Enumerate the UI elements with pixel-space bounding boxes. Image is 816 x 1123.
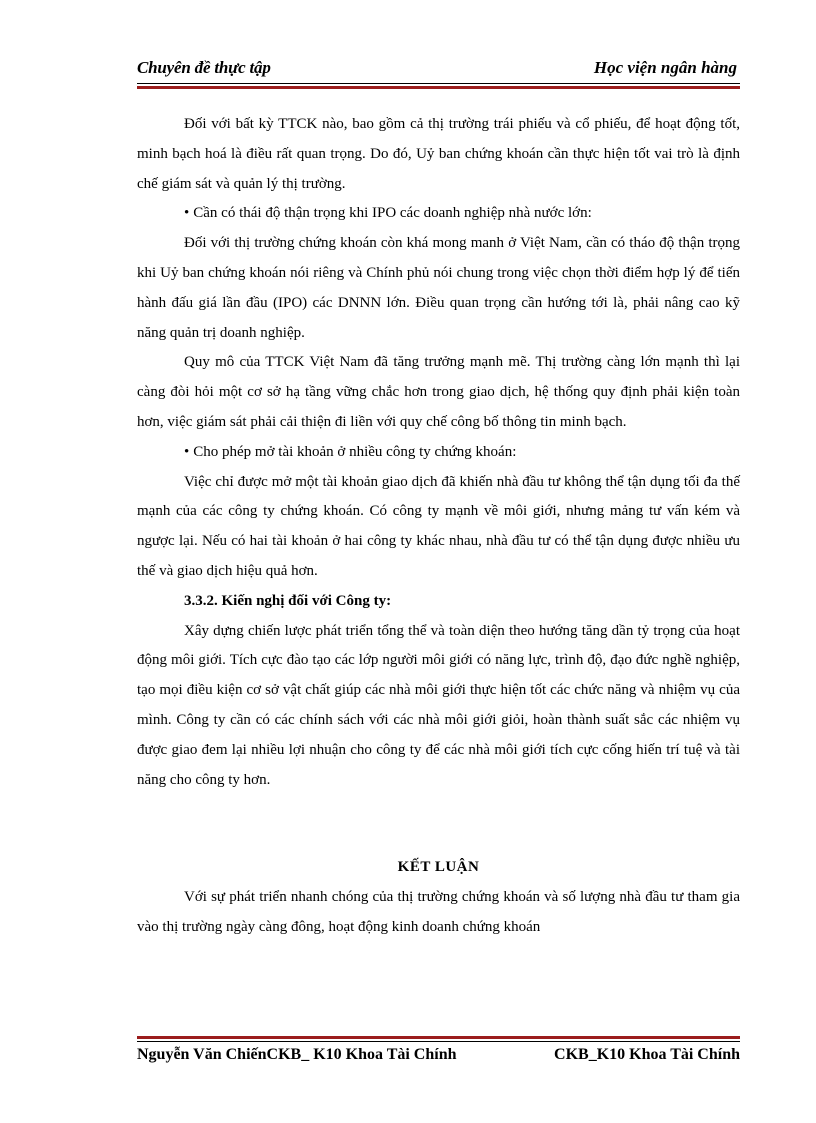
footer-rule-thin xyxy=(137,1041,740,1042)
footer-author: Nguyễn Văn ChiếnCKB_ K10 Khoa Tài Chính xyxy=(137,1046,457,1063)
bullet-icon: • xyxy=(184,443,190,460)
paragraph: Đối với bất kỳ TTCK nào, bao gồm cả thị trường trái phiếu và cổ phiếu, để hoạt động tốt, minh bạch hoá là điều rất quan trọng. Do đó, Uỷ ban chứng khoán cần thực hiện tốt vai trò là định chế giám sát và quản lý thị trường. xyxy=(137,116,740,192)
bullet-text: Cho phép mở tài khoản ở nhiều công ty chứng khoán: xyxy=(193,443,517,460)
header-rule-thick xyxy=(137,86,740,89)
header-title-left: Chuyên đề thực tập xyxy=(137,58,271,77)
paragraph: Với sự phát triển nhanh chóng của thị trường chứng khoán và số lượng nhà đầu tư tham gia vào thị trường ngày càng đông, hoạt động kinh doanh chứng khoán xyxy=(137,889,740,935)
paragraph: Xây dựng chiến lược phát triển tổng thể và toàn diện theo hướng tăng dần tỷ trọng của hoạt động môi giới. Tích cực đào tạo các lớp người môi giới có năng lực, trình độ, đạo đức nghề nghiệp, tạo mọi điều kiện cơ sở vật chất giúp các nhà môi giới thực hiện tốt các chức năng và nhiệm vụ của mình. Công ty cần có các chính sách với các nhà môi giới giỏi, hoàn thành suất sắc các nhiệm vụ được giao đem lại nhiều lợi nhuận cho công ty để các nhà môi giới tích cực cống hiến trí tuệ và tài năng cho công ty hơn. xyxy=(137,622,740,788)
paragraph: Quy mô của TTCK Việt Nam đã tăng trưởng mạnh mẽ. Thị trường càng lớn mạnh thì lại càng đòi hỏi một cơ sở hạ tầng vững chắc hơn trong giao dịch, hệ thống quy định phải kiện toàn hơn, việc giám sát phải cải thiện đi liền với quy chế công bố thông tin minh bạch. xyxy=(137,354,740,430)
paragraph: Việc chỉ được mở một tài khoản giao dịch đã khiến nhà đầu tư không thể tận dụng tối đa thế mạnh của các công ty chứng khoán. Có công ty mạnh về môi giới, nhưng mảng tư vấn kém và ngược lại. Nếu có hai tài khoản ở hai công ty khác nhau, nhà đầu tư có thể tận dụng được nhiều ưu thế và giao dịch hiệu quả hơn. xyxy=(137,473,740,579)
page-header xyxy=(137,58,740,84)
conclusion-heading: KẾT LUẬN xyxy=(397,859,480,876)
bullet-item xyxy=(137,438,740,468)
page-footer xyxy=(137,1046,740,1070)
section-heading: 3.3.2. Kiến nghị đối với Công ty: xyxy=(184,592,392,609)
bullet-icon: • xyxy=(184,205,190,222)
bullet-item xyxy=(137,199,740,229)
paragraph: Đối với thị trường chứng khoán còn khá mong manh ở Việt Nam, cần có tháo độ thận trọng khi Uỷ ban chứng khoán nói riêng và Chính phủ nói chung trong việc chọn thời điểm hợp lý để tiến hành đấu giá lần đầu (IPO) các DNNN lớn. Điều quan trọng cần hướng tới là, phải nâng cao kỹ năng quản trị doanh nghiệp. xyxy=(137,235,740,341)
document-body xyxy=(137,110,740,943)
footer-class: CKB_K10 Khoa Tài Chính xyxy=(554,1046,740,1063)
bullet-text: Cần có thái độ thận trọng khi IPO các doanh nghiệp nhà nước lớn: xyxy=(193,205,592,222)
header-title-right: Học viện ngân hàng xyxy=(593,58,737,77)
header-rule-thin xyxy=(137,83,740,84)
footer-rule-thick xyxy=(137,1036,740,1039)
